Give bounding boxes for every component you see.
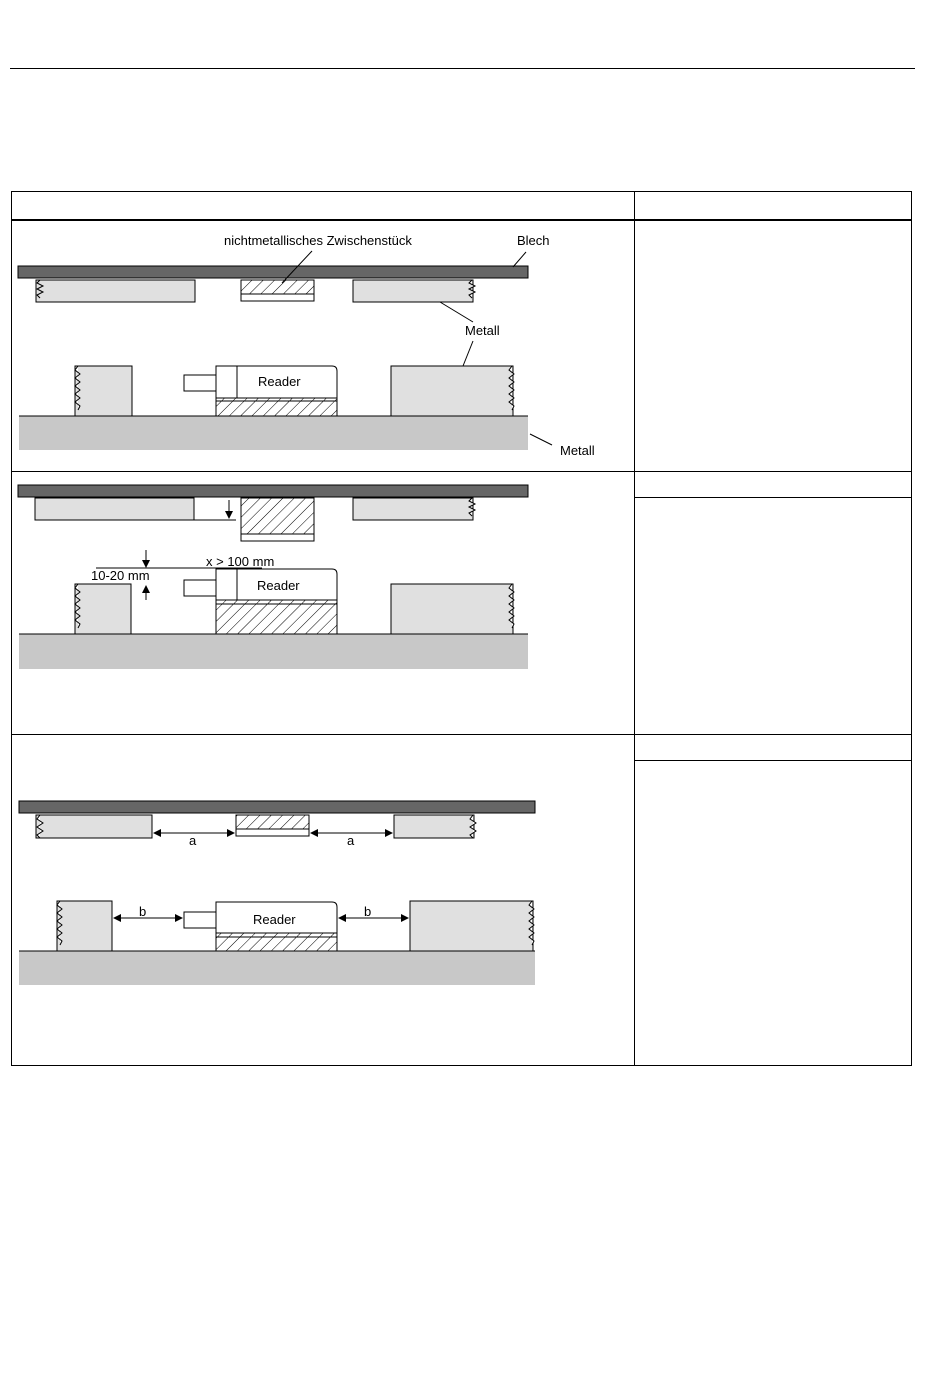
metal-block-top-right bbox=[353, 280, 473, 302]
transponder-hatched bbox=[236, 815, 309, 829]
label-sheet: Blech bbox=[517, 233, 550, 248]
label-a-left: a bbox=[189, 833, 197, 848]
figure-1-nonmetal-spacer bbox=[18, 233, 595, 458]
transponder-large bbox=[241, 498, 314, 534]
metal-block-top-left bbox=[36, 815, 152, 838]
label-distance-min: x > 100 mm bbox=[206, 554, 275, 569]
metal-sheet bbox=[19, 801, 535, 813]
label-b-right: b bbox=[364, 904, 372, 919]
label-b-left: b bbox=[139, 904, 147, 919]
transponder-plate bbox=[236, 829, 309, 836]
metal-block-bottom-right bbox=[391, 584, 513, 634]
metal-base bbox=[19, 634, 528, 669]
reader-antenna bbox=[216, 600, 337, 634]
metal-block-bottom-right bbox=[410, 901, 533, 951]
transponder-top bbox=[241, 294, 314, 301]
label-nonmetal-spacer: nichtmetallisches Zwischenstück bbox=[224, 233, 412, 248]
reader-antenna bbox=[216, 933, 337, 951]
label-metal-base: Metall bbox=[560, 443, 595, 458]
reader-connector bbox=[184, 580, 216, 596]
metal-block-bottom-left bbox=[75, 366, 132, 416]
label-a-right: a bbox=[347, 833, 355, 848]
label-metal-upper: Metall bbox=[465, 323, 500, 338]
transponder-plate bbox=[241, 534, 314, 541]
label-reader: Reader bbox=[257, 578, 300, 593]
metal-block-top-right bbox=[353, 498, 473, 520]
label-reader: Reader bbox=[253, 912, 296, 927]
metal-block-bottom-left bbox=[75, 584, 131, 634]
metal-sheet bbox=[18, 485, 528, 497]
metal-base bbox=[19, 416, 528, 450]
metal-block-top-right bbox=[394, 815, 474, 838]
metal-base bbox=[19, 951, 535, 985]
figure-2-distance bbox=[18, 485, 528, 669]
metal-block-top-left bbox=[35, 498, 194, 520]
reader-connector bbox=[184, 375, 216, 391]
nonmetal-spacer bbox=[241, 280, 314, 294]
figure-3-clearance bbox=[19, 801, 535, 985]
label-reader: Reader bbox=[258, 374, 301, 389]
metal-block-bottom-right bbox=[391, 366, 513, 416]
metal-sheet bbox=[18, 266, 528, 278]
metal-block-bottom-left bbox=[57, 901, 112, 951]
label-distance-range: 10-20 mm bbox=[91, 568, 150, 583]
metal-block-top-left bbox=[36, 280, 195, 302]
reader-connector bbox=[184, 912, 216, 928]
